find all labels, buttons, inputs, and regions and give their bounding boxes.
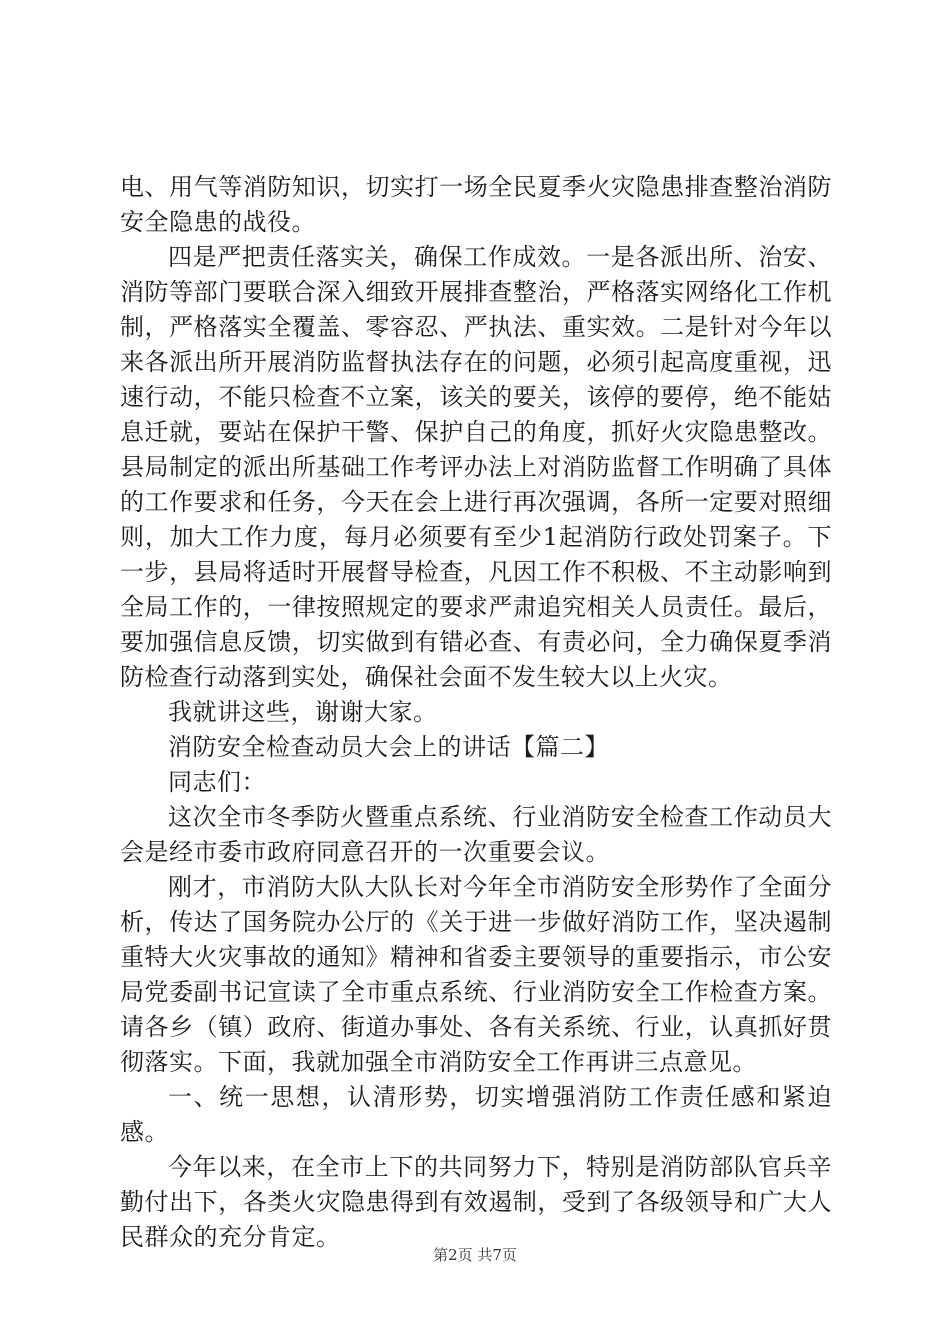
paragraph-2: 四是严把责任落实关，确保工作成效。一是各派出所、治安、消防等部门要联合深入细致开展排查整治，严格落实网络化工作机制，严格落实全覆盖、零容忍、严执法、重实效。二是针对今年以来各派出所开展消防监督执法存在的问题，必须引起高度重视，迅速行动，不能只检查不立案，该关的要关，该停的要停，绝不能姑息迁就，要站在保护干警、保护自己的角度，抓好火灾隐患整改。县局制定的派出所基础工作考评办法上对消防监督工作明确了具体的工作要求和任务，今天在会上进行再次强调，各所一定要对照细则，加大工作力度，每月必须要有至少1起消防行政处罚案子。下一步，县局将适时开展督导检查，凡因工作不积极、不主动影响到全局工作的，一律按照规定的要求严肃追究相关人员责任。最后，要加强信息反馈，切实做到有错必查、有责必问，全力确保夏季消防检查行动落到实处，确保社会面不发生较大以上火灾。 <box>120 243 832 691</box>
paragraph-9: 今年以来，在全市上下的共同努力下，特别是消防部队官兵辛勤付出下，各类火灾隐患得到有效遏制，受到了各级领导和广大人民群众的充分肯定。 <box>120 1153 832 1251</box>
subheading-one: 一、统一思想，认清形势，切实增强消防工作责任感和紧迫感。 <box>120 1083 832 1146</box>
paragraph-1: 电、用气等消防知识，切实打一场全民夏季火灾隐患排查整治消防安全隐患的战役。 <box>120 173 832 236</box>
document-body <box>120 170 832 1255</box>
page-number-footer: 第2页 共7页 <box>433 1246 517 1264</box>
paragraph-3: 我就讲这些，谢谢大家。 <box>168 698 438 726</box>
salutation: 同志们： <box>168 768 266 796</box>
paragraph-7: 刚才，市消防大队大队长对今年全市消防安全形势作了全面分析，传达了国务院办公厅的《关于进一步做好消防工作，坚决遏制重特大火灾事故的通知》精神和省委主要领导的重要指示，市公安局党委副书记宣读了全市重点系统、行业消防安全工作检查方案。请各乡（镇）政府、街道办事处、各有关系统、行业，认真抓好贯彻落实。下面，我就加强全市消防安全工作再讲三点意见。 <box>120 873 832 1076</box>
paragraph-6: 这次全市冬季防火暨重点系统、行业消防安全检查工作动员大会是经市委市政府同意召开的一次重要会议。 <box>120 803 832 866</box>
section-heading: 消防安全检查动员大会上的讲话【篇二】 <box>168 733 609 761</box>
